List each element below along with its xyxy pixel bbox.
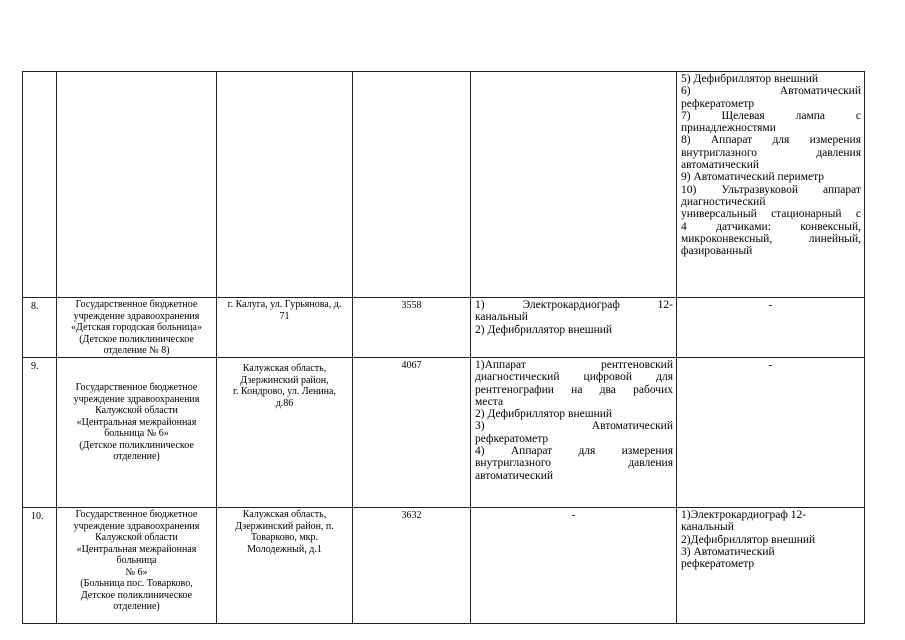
address-line: Дзержинский район, [240,374,329,386]
org-line: Калужской области [95,405,178,416]
equipment-line: рефкератометр [681,97,755,110]
additional-equipment-cell [677,72,865,298]
org-line: отделение) [113,601,160,612]
table-row [23,358,865,508]
equipment-line: канальный [681,521,734,534]
org-line: (Детское поликлиническое [79,439,194,451]
org-line: Государственное бюджетное [75,509,198,520]
address-line: Калужская область, [242,363,327,374]
equipment-line: принадлежностями [681,122,776,135]
org-line: (Детское поликлиническое [79,333,194,345]
equipment-line: внутриглазного давления [681,146,861,159]
equipment-line: 10) Ультразвуковой аппарат [681,183,861,196]
address-cell [217,72,353,298]
equipment-line: 8) Аппарат для измерения [681,134,861,147]
org-line: «Центральная межрайонная [76,543,197,555]
table-row [23,72,865,298]
row-number-cell: 8. [23,298,57,358]
address-cell [217,508,353,624]
equipment-line: рефкератометр [475,432,549,445]
org-line: отделение № 8) [103,345,170,356]
equipment-line: 7) Щелевая лампа с [681,109,861,122]
address-line: д.86 [275,397,294,409]
organization-cell [57,298,217,358]
value-cell: 3632 [353,508,471,624]
equipment-line: внутриглазного давления [475,457,673,470]
equipment-line: 9) Автоматический периметр [681,171,825,184]
row-number-cell: 10. [23,508,57,624]
address-line: Товарково, мкр. [250,532,319,543]
value-cell: 3558 [353,298,471,358]
equipment-line: автоматический [681,159,760,172]
equipment-line: канальный [475,311,528,324]
equipment-line: автоматический [475,469,554,482]
additional-equipment-cell [677,508,865,624]
equipment-line: 6) Автоматический [681,85,861,98]
row-number-cell [23,72,57,298]
equipment-line: 2)Дефибриллятор внешний [681,533,816,546]
org-line: учреждение здравоохранения [73,520,200,532]
equipment-line: 5) Дефибриллятор внешний [681,73,819,85]
equipment-cell [471,358,677,508]
org-line: больница [116,555,157,566]
org-line: Детское поликлиническое [80,589,193,601]
address-line: г. Калуга, ул. Гурьянова, д. [227,299,342,310]
org-line: учреждение здравоохранения [73,393,200,405]
address-line: 71 [279,310,290,322]
address-line: г. Кондрово, ул. Ленина, [233,386,336,397]
org-line: «Центральная межрайонная [76,416,197,428]
equipment-line: места [475,395,504,408]
equipment-cell [471,72,677,298]
equipment-line: универсальный стационарный с [681,208,861,221]
org-line: Государственное бюджетное [75,382,198,393]
equipment-line: 1)Аппарат рентгеновский [475,359,673,371]
org-line: учреждение здравоохранения [73,310,200,322]
equipment-line: рефкератометр [681,558,755,571]
equipment-table [22,71,865,624]
equipment-line: 1)Электрокардиограф 12- [681,509,807,521]
organization-cell [57,72,217,298]
address-line: Калужская область, [242,509,327,520]
equipment-line: 1) Электрокардиограф 12- [475,299,673,311]
equipment-line: 2) Дефибриллятор внешний [475,408,613,421]
value-cell: 4067 [353,358,471,508]
equipment-line: диагностический цифровой для [475,371,673,384]
org-line: Государственное бюджетное [75,299,198,310]
table-row [23,508,865,624]
org-line: больница № 6» [104,428,169,439]
equipment-line: 3) Автоматический [681,545,775,558]
row-number-cell: 9. [23,358,57,508]
organization-cell [57,358,217,508]
org-line: № 6» [125,566,148,578]
equipment-line: 2) Дефибриллятор внешний [475,323,613,336]
organization-cell [57,508,217,624]
equipment-line: 4 датчиками: конвексный, [681,220,861,233]
address-line: Дзержинский район, п. [235,520,334,532]
equipment-line: диагностический [681,195,766,208]
document-page [22,71,865,624]
org-line: Калужской области [95,532,178,543]
equipment-cell [471,298,677,358]
org-line: (Больница пос. Товарково, [80,578,193,589]
additional-equipment-cell: - [677,358,865,508]
address-cell [217,298,353,358]
table-row [23,298,865,358]
equipment-line: фазированный [681,245,753,258]
equipment-line: микроконвексный, линейный, [681,232,861,245]
equipment-line: 3) Автоматический [475,420,673,433]
equipment-line: 4) Аппарат для измерения [475,445,673,458]
address-line: Молодежный, д.1 [247,543,322,555]
org-line: «Детская городская больница» [71,322,202,333]
value-cell [353,72,471,298]
equipment-line: рентгенографии на два рабочих [475,383,673,396]
additional-equipment-cell: - [677,298,865,358]
address-cell [217,358,353,508]
org-line: отделение) [113,451,160,462]
equipment-cell: - [471,508,677,624]
